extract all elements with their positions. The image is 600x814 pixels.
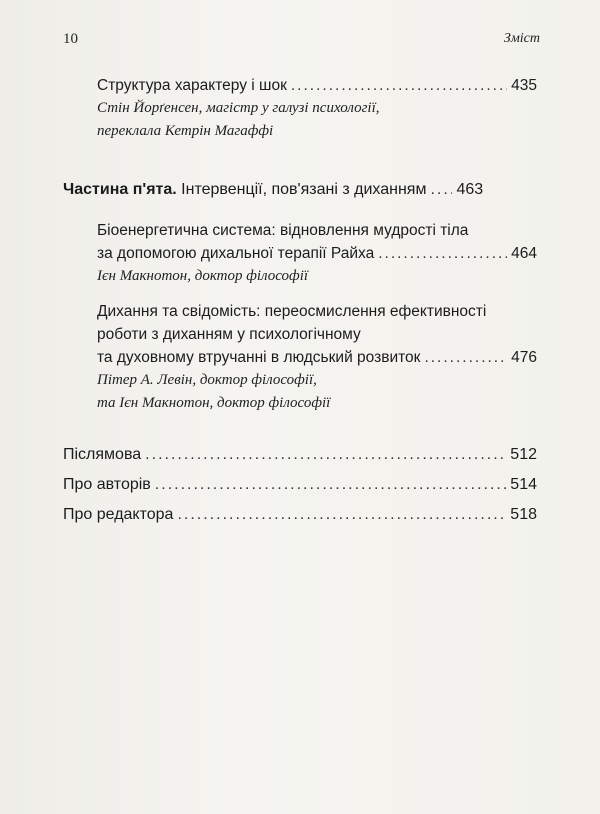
- toc-entry-afterword[interactable]: [63, 443, 537, 466]
- toc-entry-author: та Ієн Макнотон, доктор філософії: [97, 395, 331, 411]
- toc-entry-title: Про авторів: [63, 476, 151, 493]
- toc-entry-author: Стін Йорґенсен, магістр у галузі психології,: [97, 100, 380, 116]
- toc-page-number: 512: [510, 446, 537, 463]
- toc-page-number: 463: [456, 181, 484, 198]
- toc-entry-authors[interactable]: [63, 473, 537, 496]
- dot-leader: [155, 473, 507, 496]
- toc-entry-author: Ієн Макнотон, доктор філософії: [97, 268, 309, 284]
- toc-entry-title-cont: та духовному втручанні в людський розвиток: [97, 349, 421, 366]
- toc-entry-translator: переклала Кетрін Магаффі: [97, 123, 274, 139]
- toc-entry-structure[interactable]: [97, 74, 537, 143]
- toc-entry-title-cont: роботи з диханням у психологічному: [97, 326, 361, 343]
- part-label: Частина п'ята.: [63, 181, 177, 198]
- toc-entry-title: Про редактора: [63, 506, 174, 523]
- toc-entry-author: Пітер А. Левін, доктор філософії,: [97, 372, 317, 388]
- toc-entry-title: Дихання та свідомість: переосмислення ефективності: [97, 303, 487, 320]
- toc-page-number: 514: [510, 476, 537, 493]
- toc-page-number: 518: [510, 506, 537, 523]
- toc-part-five[interactable]: [63, 178, 537, 201]
- dot-leader: [378, 242, 507, 265]
- dot-leader: [424, 346, 507, 369]
- dot-leader: [177, 503, 506, 526]
- toc-page-number: 476: [511, 349, 537, 366]
- dot-leader: [430, 178, 452, 201]
- running-header: Зміст: [503, 31, 540, 46]
- dot-leader: [291, 74, 507, 97]
- toc-entry-breathing[interactable]: [97, 300, 537, 415]
- toc-page-number: 435: [511, 77, 537, 94]
- toc-page-number: 464: [511, 245, 537, 262]
- toc-entry-title: Біоенергетична система: відновлення мудрості тіла: [97, 222, 469, 239]
- page-number: 10: [63, 31, 78, 47]
- toc-entry-bioenergetic[interactable]: [97, 219, 537, 288]
- toc-entry-title: Структура характеру і шок: [97, 77, 287, 94]
- toc-entry-title-cont: за допомогою дихальної терапії Райха: [97, 245, 375, 262]
- part-title: Інтервенції, пов'язані з диханням: [181, 181, 427, 198]
- toc-entry-title: Післямова: [63, 446, 142, 463]
- dot-leader: [145, 443, 506, 466]
- toc-entry-editor[interactable]: [63, 503, 537, 526]
